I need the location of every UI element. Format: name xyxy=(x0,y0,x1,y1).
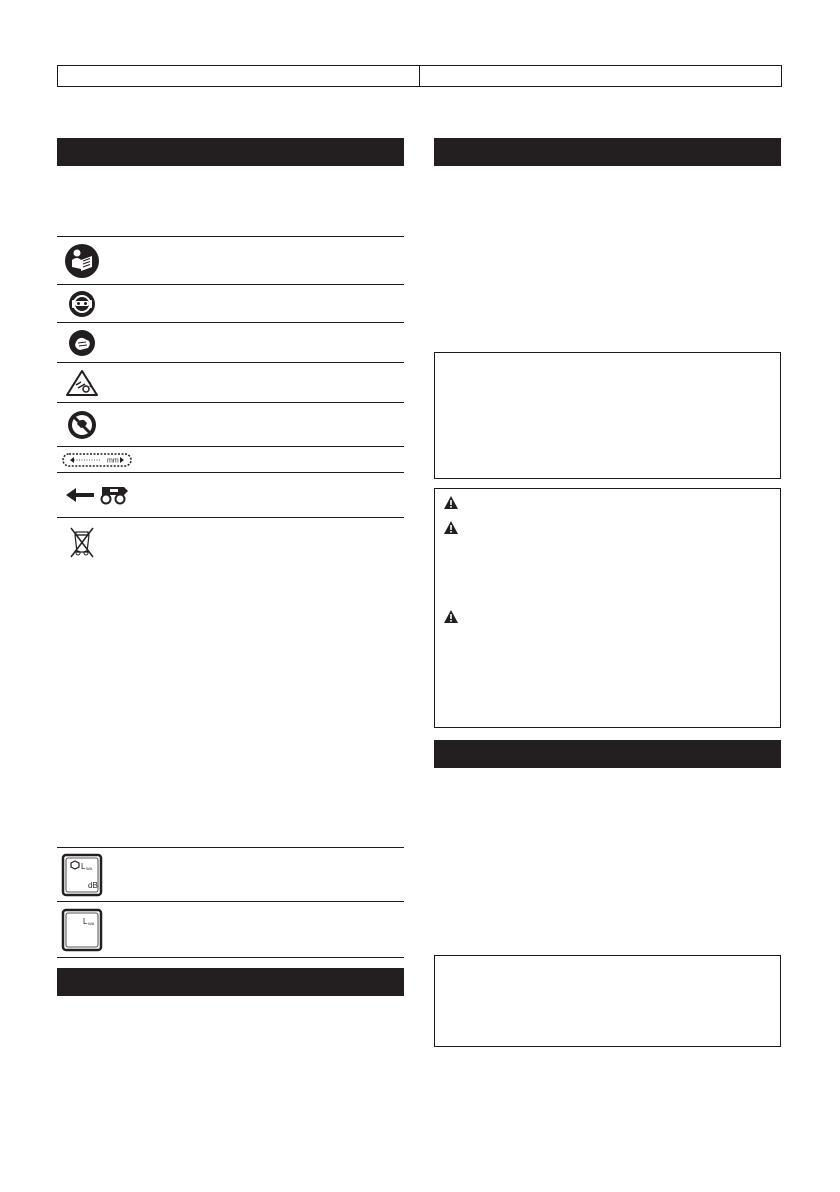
chain-length-icon xyxy=(57,452,137,468)
sound-symbol-row xyxy=(57,847,404,901)
symbol-row xyxy=(57,446,404,472)
read-manual-icon xyxy=(57,243,107,279)
weee-bin-icon xyxy=(57,518,107,560)
svg-text:WA: WA xyxy=(88,920,95,926)
symbol-row xyxy=(57,402,404,446)
right-section-bar-1 xyxy=(434,138,781,166)
warning-triangle-icon xyxy=(443,520,459,535)
cutting-direction-icon xyxy=(57,484,137,506)
svg-text:mm: mm xyxy=(107,457,119,464)
svg-text:L: L xyxy=(83,916,88,926)
notice-box xyxy=(434,352,781,479)
warning-line xyxy=(443,520,465,535)
hand-protection-icon xyxy=(57,329,107,357)
symbol-row xyxy=(57,322,404,362)
symbol-row xyxy=(57,362,404,402)
svg-text:WA: WA xyxy=(86,865,93,871)
warning-box xyxy=(434,488,781,728)
svg-text:dB: dB xyxy=(88,880,98,890)
kickback-warning-icon xyxy=(57,369,107,397)
header-left-cell xyxy=(58,66,419,86)
symbol-row xyxy=(57,472,404,517)
sound-symbol-row xyxy=(57,901,404,958)
warning-triangle-icon xyxy=(443,609,459,624)
warning-triangle-icon xyxy=(443,495,459,510)
header-right-cell xyxy=(419,66,781,86)
sound-power-level-guaranteed-icon xyxy=(57,853,107,897)
no-one-hand-use-icon xyxy=(57,410,107,440)
warning-line xyxy=(443,495,465,510)
left-section-bar-2 xyxy=(57,968,404,996)
notice-box xyxy=(434,955,781,1047)
protective-gear-icon xyxy=(57,290,107,318)
warning-line xyxy=(443,609,465,624)
symbol-row xyxy=(57,517,404,567)
right-section-bar-2 xyxy=(434,740,781,768)
header-table xyxy=(57,65,782,87)
symbol-row xyxy=(57,284,404,322)
svg-text:L: L xyxy=(81,861,86,871)
symbol-row xyxy=(57,236,404,284)
left-section-bar-1 xyxy=(57,138,404,166)
sound-power-level-icon xyxy=(57,908,107,952)
